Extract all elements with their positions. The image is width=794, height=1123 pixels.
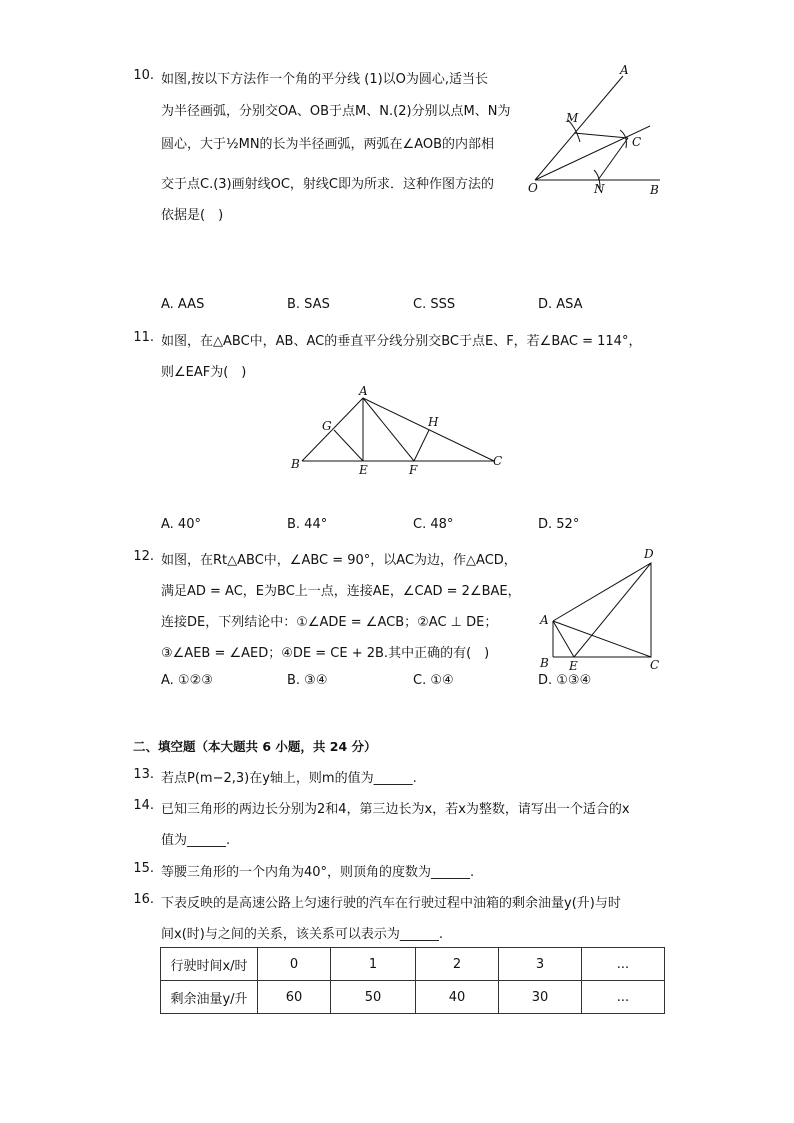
table-row (161, 948, 665, 981)
label-H: H (428, 415, 439, 429)
table-cell: 0 (258, 948, 331, 981)
q12-line-2: 满足AD = AC，E为BC上一点，连接AE，∠CAD = 2∠BAE， (161, 584, 521, 599)
segment-MC (574, 133, 628, 138)
table-row (161, 981, 665, 1014)
q15-number: 15. (133, 861, 154, 876)
table-cell: ... (582, 948, 665, 981)
table-cell: 3 (499, 948, 582, 981)
table-cell: 40 (416, 981, 499, 1014)
q16-data-table (160, 947, 665, 1014)
q10-option-b: B. SAS (287, 297, 330, 312)
q16-line-2: 间x(时)与之间的关系，该关系可以表示为______. (161, 927, 443, 942)
q10-line-5: 依据是( ) (161, 208, 224, 223)
q11-option-c: C. 48° (413, 517, 454, 532)
table-cell: ... (582, 981, 665, 1014)
q12-number: 12. (133, 549, 154, 564)
label-O: O (528, 181, 538, 195)
q16-number: 16. (133, 892, 154, 907)
label-B: B (650, 183, 659, 197)
ray-OA (535, 76, 623, 180)
q10-line-1: 如图,按以下方法作一个角的平分线 (1)以O为圆心,适当长 (161, 72, 489, 87)
q12-option-a: A. ①②③ (161, 673, 213, 688)
label-B: B (540, 656, 549, 670)
segment-AF (363, 398, 414, 461)
q10-option-d: D. ASA (538, 297, 583, 312)
label-G: G (322, 419, 332, 433)
q14-line-2: 值为______. (161, 833, 231, 848)
table-cell: 30 (499, 981, 582, 1014)
q10-option-a: A. AAS (161, 297, 205, 312)
table-cell: 50 (331, 981, 416, 1014)
q12-option-b: B. ③④ (287, 673, 328, 688)
label-E: E (359, 463, 368, 477)
label-C: C (632, 135, 642, 149)
label-A: A (540, 613, 549, 627)
q12-line-3: 连接DE，下列结论中：①∠ADE = ∠ACB；②AC ⊥ DE； (161, 615, 498, 630)
label-D: D (644, 547, 654, 561)
q16-line-1: 下表反映的是高速公路上匀速行驶的汽车在行驶过程中油箱的剩余油量y(升)与时 (161, 896, 621, 911)
label-C: C (650, 658, 660, 672)
q11-option-b: B. 44° (287, 517, 328, 532)
q10-line-3: 圆心，大于½MN的长为半径画弧，两弧在∠AOB的内部相 (161, 137, 495, 152)
segment-GE (334, 430, 363, 461)
segment-NC (598, 138, 628, 180)
triangle-ACD (553, 563, 651, 657)
table-cell: 60 (258, 981, 331, 1014)
q10-figure (520, 62, 670, 202)
table-cell: 剩余油量y/升 (161, 981, 258, 1014)
label-A: A (620, 63, 629, 77)
label-E: E (569, 659, 578, 673)
q10-number: 10. (133, 68, 154, 83)
q10-line-4: 交于点C.(3)画射线OC，射线C即为所求．这种作图方法的 (161, 177, 495, 192)
label-M: M (566, 111, 579, 125)
q11-line-1: 如图，在△ABC中，AB、AC的垂直平分线分别交BC于点E、F，若∠BAC = 114°， (161, 334, 642, 349)
q12-line-1: 如图，在Rt△ABC中，∠ABC = 90°，以AC为边，作△ACD， (161, 553, 517, 568)
q11-number: 11. (133, 330, 154, 345)
q11-line-2: 则∠EAF为( ) (161, 365, 247, 380)
table-cell: 行驶时间x/时 (161, 948, 258, 981)
label-B: B (291, 457, 300, 471)
label-C: C (493, 454, 503, 468)
q14-line-1: 已知三角形的两边长分别为2和4，第三边长为x，若x为整数，请写出一个适合的x (161, 802, 630, 817)
label-A: A (359, 384, 368, 398)
q11-option-d: D. 52° (538, 517, 580, 532)
q13-number: 13. (133, 767, 154, 782)
q14-number: 14. (133, 798, 154, 813)
q11-figure (290, 384, 510, 479)
section-title-fill-blank: 二、填空题（本大题共 6 小题，共 24 分） (133, 739, 377, 754)
label-N: N (594, 182, 605, 196)
label-F: F (409, 463, 418, 477)
table-cell: 1 (331, 948, 416, 981)
q10-line-2: 为半径画弧，分别交OA、OB于点M、N.(2)分别以点M、N为 (161, 104, 511, 119)
q15-text: 等腰三角形的一个内角为40°，则顶角的度数为______. (161, 865, 475, 880)
q11-option-a: A. 40° (161, 517, 201, 532)
q12-figure (538, 545, 663, 675)
q13-text: 若点P(m−2,3)在y轴上，则m的值为______. (161, 771, 417, 786)
table-cell: 2 (416, 948, 499, 981)
segment-AE (553, 621, 574, 657)
q12-option-c: C. ①④ (413, 673, 454, 688)
segment-HF (414, 430, 429, 461)
q12-line-4: ③∠AEB = ∠AED；④DE = CE + 2B.其中正确的有( ) (161, 646, 490, 661)
q10-option-c: C. SSS (413, 297, 456, 312)
q12-option-d: D. ①③④ (538, 673, 592, 688)
